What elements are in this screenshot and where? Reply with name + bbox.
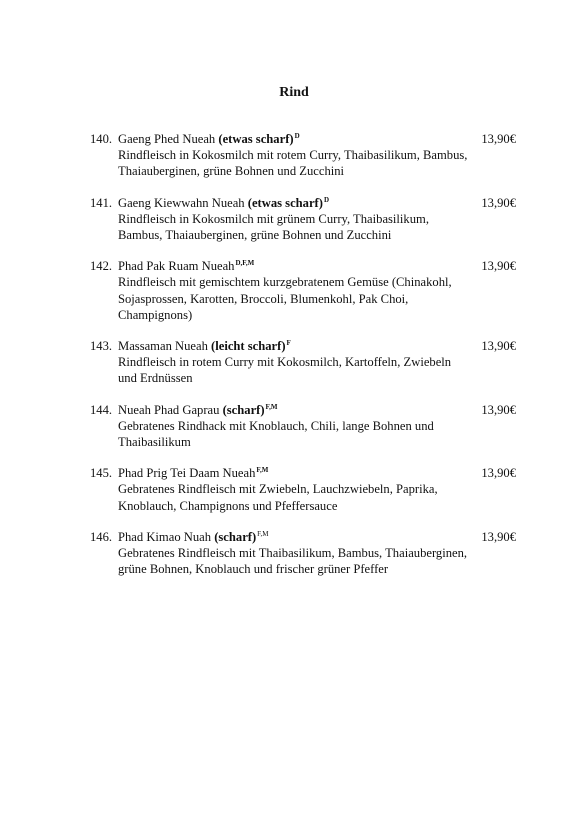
item-description: Rindfleisch in Kokosmilch mit rotem Curry, Thaibasilikum, Bambus, Thaiauberginen, grüne Bohnen und Zucchini	[118, 148, 468, 179]
item-description: Gebratenes Rindfleisch mit Zwiebeln, Lauchzwiebeln, Paprika, Knoblauch, Champignons und Pfeffersauce	[118, 482, 438, 513]
item-number: 140.	[90, 132, 113, 146]
item-price: 13,90€	[481, 132, 516, 146]
item-name: Phad Prig Tei Daam Nueah	[118, 466, 256, 481]
item-name: Massaman Nueah	[118, 339, 208, 354]
item-name: Nueah Phad Gaprau	[118, 402, 220, 417]
item-description: Gebratenes Rindhack mit Knoblauch, Chili, lange Bohnen und Thaibasilikum	[118, 418, 434, 450]
menu-item	[90, 529, 530, 578]
item-name: Phad Pak Ruam Nueah	[118, 259, 235, 274]
menu-item-header	[90, 131, 530, 147]
item-number: 146.	[90, 529, 113, 544]
menu-item	[90, 195, 530, 244]
spiciness-label: (scharf)	[222, 402, 265, 417]
menu-item	[90, 402, 530, 451]
allergen-codes: F,M	[265, 402, 278, 411]
menu-item-header	[90, 529, 530, 545]
menu-item	[90, 258, 530, 323]
menu-item	[90, 131, 530, 180]
menu-list	[90, 131, 530, 577]
item-name: Gaeng Phed Nueah	[118, 132, 216, 146]
menu-item-header	[90, 402, 530, 418]
item-description: Rindfleisch in rotem Curry mit Kokosmilch, Kartoffeln, Zwiebeln und Erdnüssen	[118, 355, 452, 386]
allergen-codes: F,M	[256, 466, 269, 475]
item-name: Phad Kimao Nuah	[118, 529, 212, 544]
allergen-codes: D	[294, 132, 300, 140]
item-description: Rindfleisch mit gemischtem kurzgebratenem Gemüse (Chinakohl, Sojasprossen, Karotten, Broccoli, Blumenkohl, Pak Choi, Champignons)	[118, 275, 452, 322]
item-number: 144.	[90, 402, 113, 417]
item-price: 13,90€	[481, 339, 516, 354]
spiciness-label: (leicht scharf)	[211, 339, 286, 354]
menu-item-header	[90, 258, 530, 274]
item-description: Gebratenes Rindfleisch mit Thaibasilikum, Bambus, Thaiauberginen, grüne Bohnen, Knoblauch und frischer grüner Pfeffer	[118, 546, 468, 577]
item-name: Gaeng Kiewwahn Nueah	[118, 195, 245, 210]
spiciness-label: (scharf)	[214, 529, 257, 544]
section-title: Rind	[279, 85, 309, 100]
item-price: 13,90€	[481, 466, 516, 481]
item-price: 13,90€	[481, 402, 516, 417]
spiciness-label: (etwas scharf)	[218, 132, 294, 146]
menu-item-header	[90, 195, 530, 211]
allergen-codes: F,M	[257, 529, 269, 538]
item-price: 13,90€	[481, 259, 516, 274]
spiciness-label: (etwas scharf)	[247, 195, 323, 210]
item-number: 145.	[90, 466, 113, 481]
menu-item-header	[90, 465, 530, 481]
item-number: 142.	[90, 259, 113, 274]
item-price: 13,90€	[481, 195, 516, 210]
item-description: Rindfleisch in Kokosmilch mit grünem Curry, Thaibasilikum, Bambus, Thaiauberginen, grüne Bohnen und Zucchini	[118, 211, 429, 243]
item-number: 143.	[90, 339, 113, 354]
menu-item	[90, 338, 530, 387]
allergen-codes: F	[286, 339, 291, 348]
item-price: 13,90€	[481, 529, 516, 544]
item-number: 141.	[90, 195, 113, 210]
menu-item-header	[90, 338, 530, 354]
allergen-codes: D,F,M	[235, 259, 255, 268]
allergen-codes: D	[323, 195, 329, 204]
menu-item	[90, 465, 530, 514]
